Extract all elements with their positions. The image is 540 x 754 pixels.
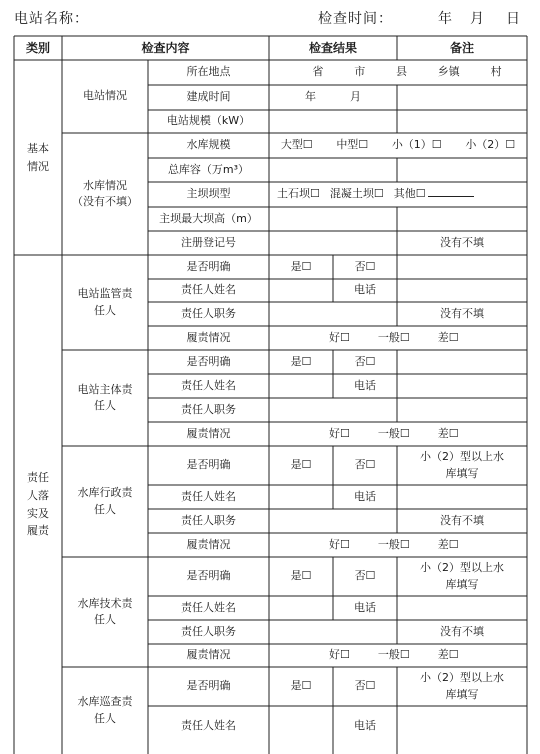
scale-small2-checkbox[interactable]: 小（2）☐	[465, 138, 516, 152]
g5-clear-remark: 小（2）型以上水库填写	[420, 671, 504, 701]
reservoir-scale-item: 水库规模	[186, 138, 231, 152]
day-label: 日	[506, 11, 521, 27]
g5-no-checkbox[interactable]: 否☐	[354, 679, 376, 693]
built-time-item: 建成时间	[186, 90, 231, 104]
g3-rating-average-checkbox[interactable]: 一般☐	[377, 537, 410, 551]
g2-clear-item: 是否明确	[186, 354, 231, 368]
county-label: 县	[395, 65, 407, 79]
g3-perform-item: 履责情况	[186, 537, 231, 551]
dam-type-item: 主坝坝型	[186, 187, 231, 201]
town-label: 乡镇	[437, 65, 460, 79]
station-scale-item: 电站规模（kW）	[166, 114, 251, 128]
city-label: 市	[354, 65, 366, 79]
check-time-label: 检查时间：	[318, 11, 393, 27]
g5-name-item: 责任人姓名	[181, 718, 236, 732]
col-remark: 备注	[449, 41, 474, 55]
g1-no-checkbox[interactable]: 否☐	[354, 259, 376, 273]
dam-other-checkbox[interactable]: 其他☐	[394, 186, 474, 203]
col-category: 类别	[25, 41, 50, 55]
group-label-reservoir-admin: 水库行政责任人	[77, 486, 133, 516]
station-info-label: 电站情况	[83, 89, 127, 103]
g2-yes-checkbox[interactable]: 是☐	[290, 354, 312, 368]
location-value[interactable]	[269, 60, 527, 85]
scale-small1-checkbox[interactable]: 小（1）☐	[391, 138, 442, 152]
category-basic: 基本情况	[27, 141, 49, 173]
g1-yes-checkbox[interactable]: 是☐	[290, 259, 312, 273]
g4-no-checkbox[interactable]: 否☐	[354, 569, 376, 583]
g5-phone-item: 电话	[354, 718, 376, 732]
dam-height-item: 主坝最大坝高（m）	[159, 211, 258, 225]
g3-name-item: 责任人姓名	[181, 489, 236, 503]
g4-rating-average-checkbox[interactable]: 一般☐	[377, 648, 410, 662]
registration-remark: 没有不填	[440, 235, 484, 249]
dam-earth-checkbox[interactable]: 土石坝☐	[277, 187, 320, 201]
g5-clear-item: 是否明确	[186, 679, 231, 693]
reservoir-scale-options[interactable]	[269, 133, 527, 158]
station-name-label: 电站名称：	[14, 11, 89, 27]
g3-clear-item: 是否明确	[186, 458, 231, 472]
group-label-reservoir-tech: 水库技术责任人	[77, 596, 133, 626]
g3-yes-checkbox[interactable]: 是☐	[290, 458, 312, 472]
col-content: 检查内容	[141, 41, 190, 55]
g4-position-remark: 没有不填	[440, 624, 484, 638]
g3-perform-ratings[interactable]	[269, 533, 527, 557]
group-label-station-supervision: 电站监管责任人	[77, 287, 133, 317]
g3-rating-good-checkbox[interactable]: 好☐	[329, 537, 350, 551]
g3-position-remark: 没有不填	[440, 513, 484, 527]
province-label: 省	[312, 65, 324, 79]
g3-position-item: 责任人职务	[181, 513, 236, 527]
group-label-station-main: 电站主体责任人	[77, 382, 133, 412]
reservoir-info-label: 水库情况 （没有不填）	[72, 178, 138, 208]
scale-large-checkbox[interactable]: 大型☐	[280, 138, 313, 152]
g3-phone-item: 电话	[354, 489, 376, 503]
g2-no-checkbox[interactable]: 否☐	[354, 354, 376, 368]
month-label: 月	[470, 11, 485, 27]
g1-rating-average-checkbox[interactable]: 一般☐	[377, 330, 410, 344]
g2-perform-ratings[interactable]	[269, 422, 527, 446]
g3-rating-poor-checkbox[interactable]: 差☐	[437, 537, 459, 551]
g2-perform-item: 履责情况	[186, 426, 231, 440]
g1-name-item: 责任人姓名	[181, 283, 236, 297]
g3-no-checkbox[interactable]: 否☐	[354, 458, 376, 472]
g2-position-item: 责任人职务	[181, 402, 236, 416]
location-item: 所在地点	[186, 65, 231, 79]
g1-phone-item: 电话	[354, 283, 376, 297]
group-label-reservoir-patrol: 水库巡查责任人	[77, 695, 133, 725]
g2-name-item: 责任人姓名	[181, 378, 236, 392]
village-label: 村	[490, 65, 502, 79]
g4-rating-poor-checkbox[interactable]: 差☐	[437, 648, 459, 662]
g4-perform-item: 履责情况	[186, 648, 231, 662]
g4-name-item: 责任人姓名	[181, 600, 236, 614]
g4-perform-ratings[interactable]	[269, 644, 527, 667]
g1-position-remark: 没有不填	[440, 306, 484, 320]
g1-perform-item: 履责情况	[186, 330, 231, 344]
g4-yes-checkbox[interactable]: 是☐	[290, 569, 312, 583]
dam-type-options[interactable]	[269, 182, 527, 207]
g4-clear-remark: 小（2）型以上水库填写	[420, 561, 504, 591]
g2-phone-item: 电话	[354, 378, 376, 392]
g3-clear-remark: 小（2）型以上水库填写	[420, 450, 504, 480]
g1-rating-poor-checkbox[interactable]: 差☐	[437, 330, 459, 344]
g2-rating-average-checkbox[interactable]: 一般☐	[377, 426, 410, 440]
col-result: 检查结果	[308, 41, 357, 55]
g4-phone-item: 电话	[354, 600, 376, 614]
registration-item: 注册登记号	[181, 235, 236, 249]
g1-rating-good-checkbox[interactable]: 好☐	[329, 330, 350, 344]
g4-clear-item: 是否明确	[186, 569, 231, 583]
built-year-label: 年	[305, 90, 316, 104]
built-time-value[interactable]	[269, 85, 397, 110]
capacity-item: 总库容（万m³）	[167, 162, 250, 176]
g5-yes-checkbox[interactable]: 是☐	[290, 679, 312, 693]
dam-concrete-checkbox[interactable]: 混凝土坝☐	[329, 187, 384, 201]
year-label: 年	[438, 11, 453, 27]
g1-perform-ratings[interactable]	[269, 326, 527, 350]
g1-position-item: 责任人职务	[181, 306, 236, 320]
g2-rating-good-checkbox[interactable]: 好☐	[329, 426, 350, 440]
scale-medium-checkbox[interactable]: 中型☐	[336, 138, 369, 152]
category-responsibility: 责任人落实及履责	[27, 471, 49, 538]
g4-position-item: 责任人职务	[181, 624, 236, 638]
dam-other-blank[interactable]	[428, 186, 474, 197]
g2-rating-poor-checkbox[interactable]: 差☐	[437, 426, 459, 440]
built-month-label: 月	[350, 90, 361, 104]
g1-clear-item: 是否明确	[186, 259, 231, 273]
g4-rating-good-checkbox[interactable]: 好☐	[329, 648, 350, 662]
